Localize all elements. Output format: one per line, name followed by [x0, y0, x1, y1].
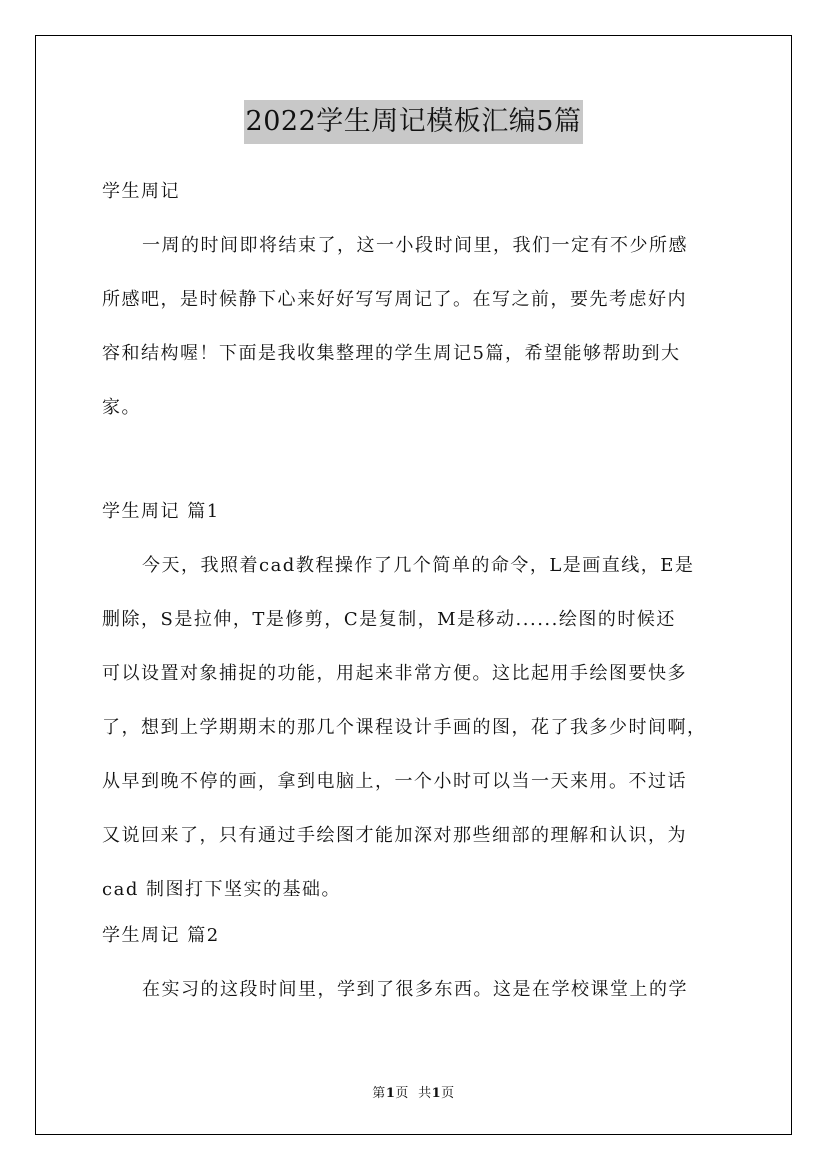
section1-line: 又说回来了，只有通过手绘图才能加深对那些细部的理解和认识，为 — [102, 825, 687, 846]
section2-heading: 学生周记 篇2 — [102, 925, 220, 946]
intro-heading: 学生周记 — [102, 181, 180, 202]
title-container — [0, 100, 827, 144]
footer-page-current: 1 — [385, 1086, 396, 1101]
footer-page-suffix: 页 — [441, 1086, 455, 1101]
intro-line: 一周的时间即将结束了，这一小段时间里，我们一定有不少所感 — [142, 235, 688, 256]
footer-page-total: 1 — [431, 1086, 442, 1101]
section1-line: cad 制图打下坚实的基础。 — [102, 879, 342, 900]
page-footer — [0, 1082, 827, 1101]
footer-page-prefix: 第 — [372, 1086, 386, 1101]
section1-line: 删除，S是拉伸，T是修剪，C是复制，M是移动......绘图的时候还 — [102, 609, 676, 630]
section1-line: 从早到晚不停的画，拿到电脑上，一个小时可以当一天来用。不过话 — [102, 771, 687, 792]
document-body — [102, 165, 742, 1017]
section2-line: 在实习的这段时间里，学到了很多东西。这是在学校课堂上的学 — [142, 979, 688, 1000]
section1-line: 了，想到上学期期末的那几个课程设计手画的图，花了我多少时间啊， — [102, 717, 707, 738]
document-title: 2022学生周记模板汇编5篇 — [244, 100, 584, 144]
intro-line: 容和结构喔！下面是我收集整理的学生周记5篇，希望能够帮助到大 — [102, 343, 681, 364]
section1-heading: 学生周记 篇1 — [102, 501, 220, 522]
footer-page-mid: 页 共 — [395, 1086, 432, 1101]
intro-line: 家。 — [102, 397, 141, 418]
section1-line: 今天，我照着cad教程操作了几个简单的命令，L是画直线，E是 — [142, 555, 695, 576]
paragraph-gap — [102, 435, 742, 485]
intro-line: 所感吧，是时候静下心来好好写写周记了。在写之前，要先考虑好内 — [102, 289, 687, 310]
section1-line: 可以设置对象捕捉的功能，用起来非常方便。这比起用手绘图要快多 — [102, 663, 687, 684]
